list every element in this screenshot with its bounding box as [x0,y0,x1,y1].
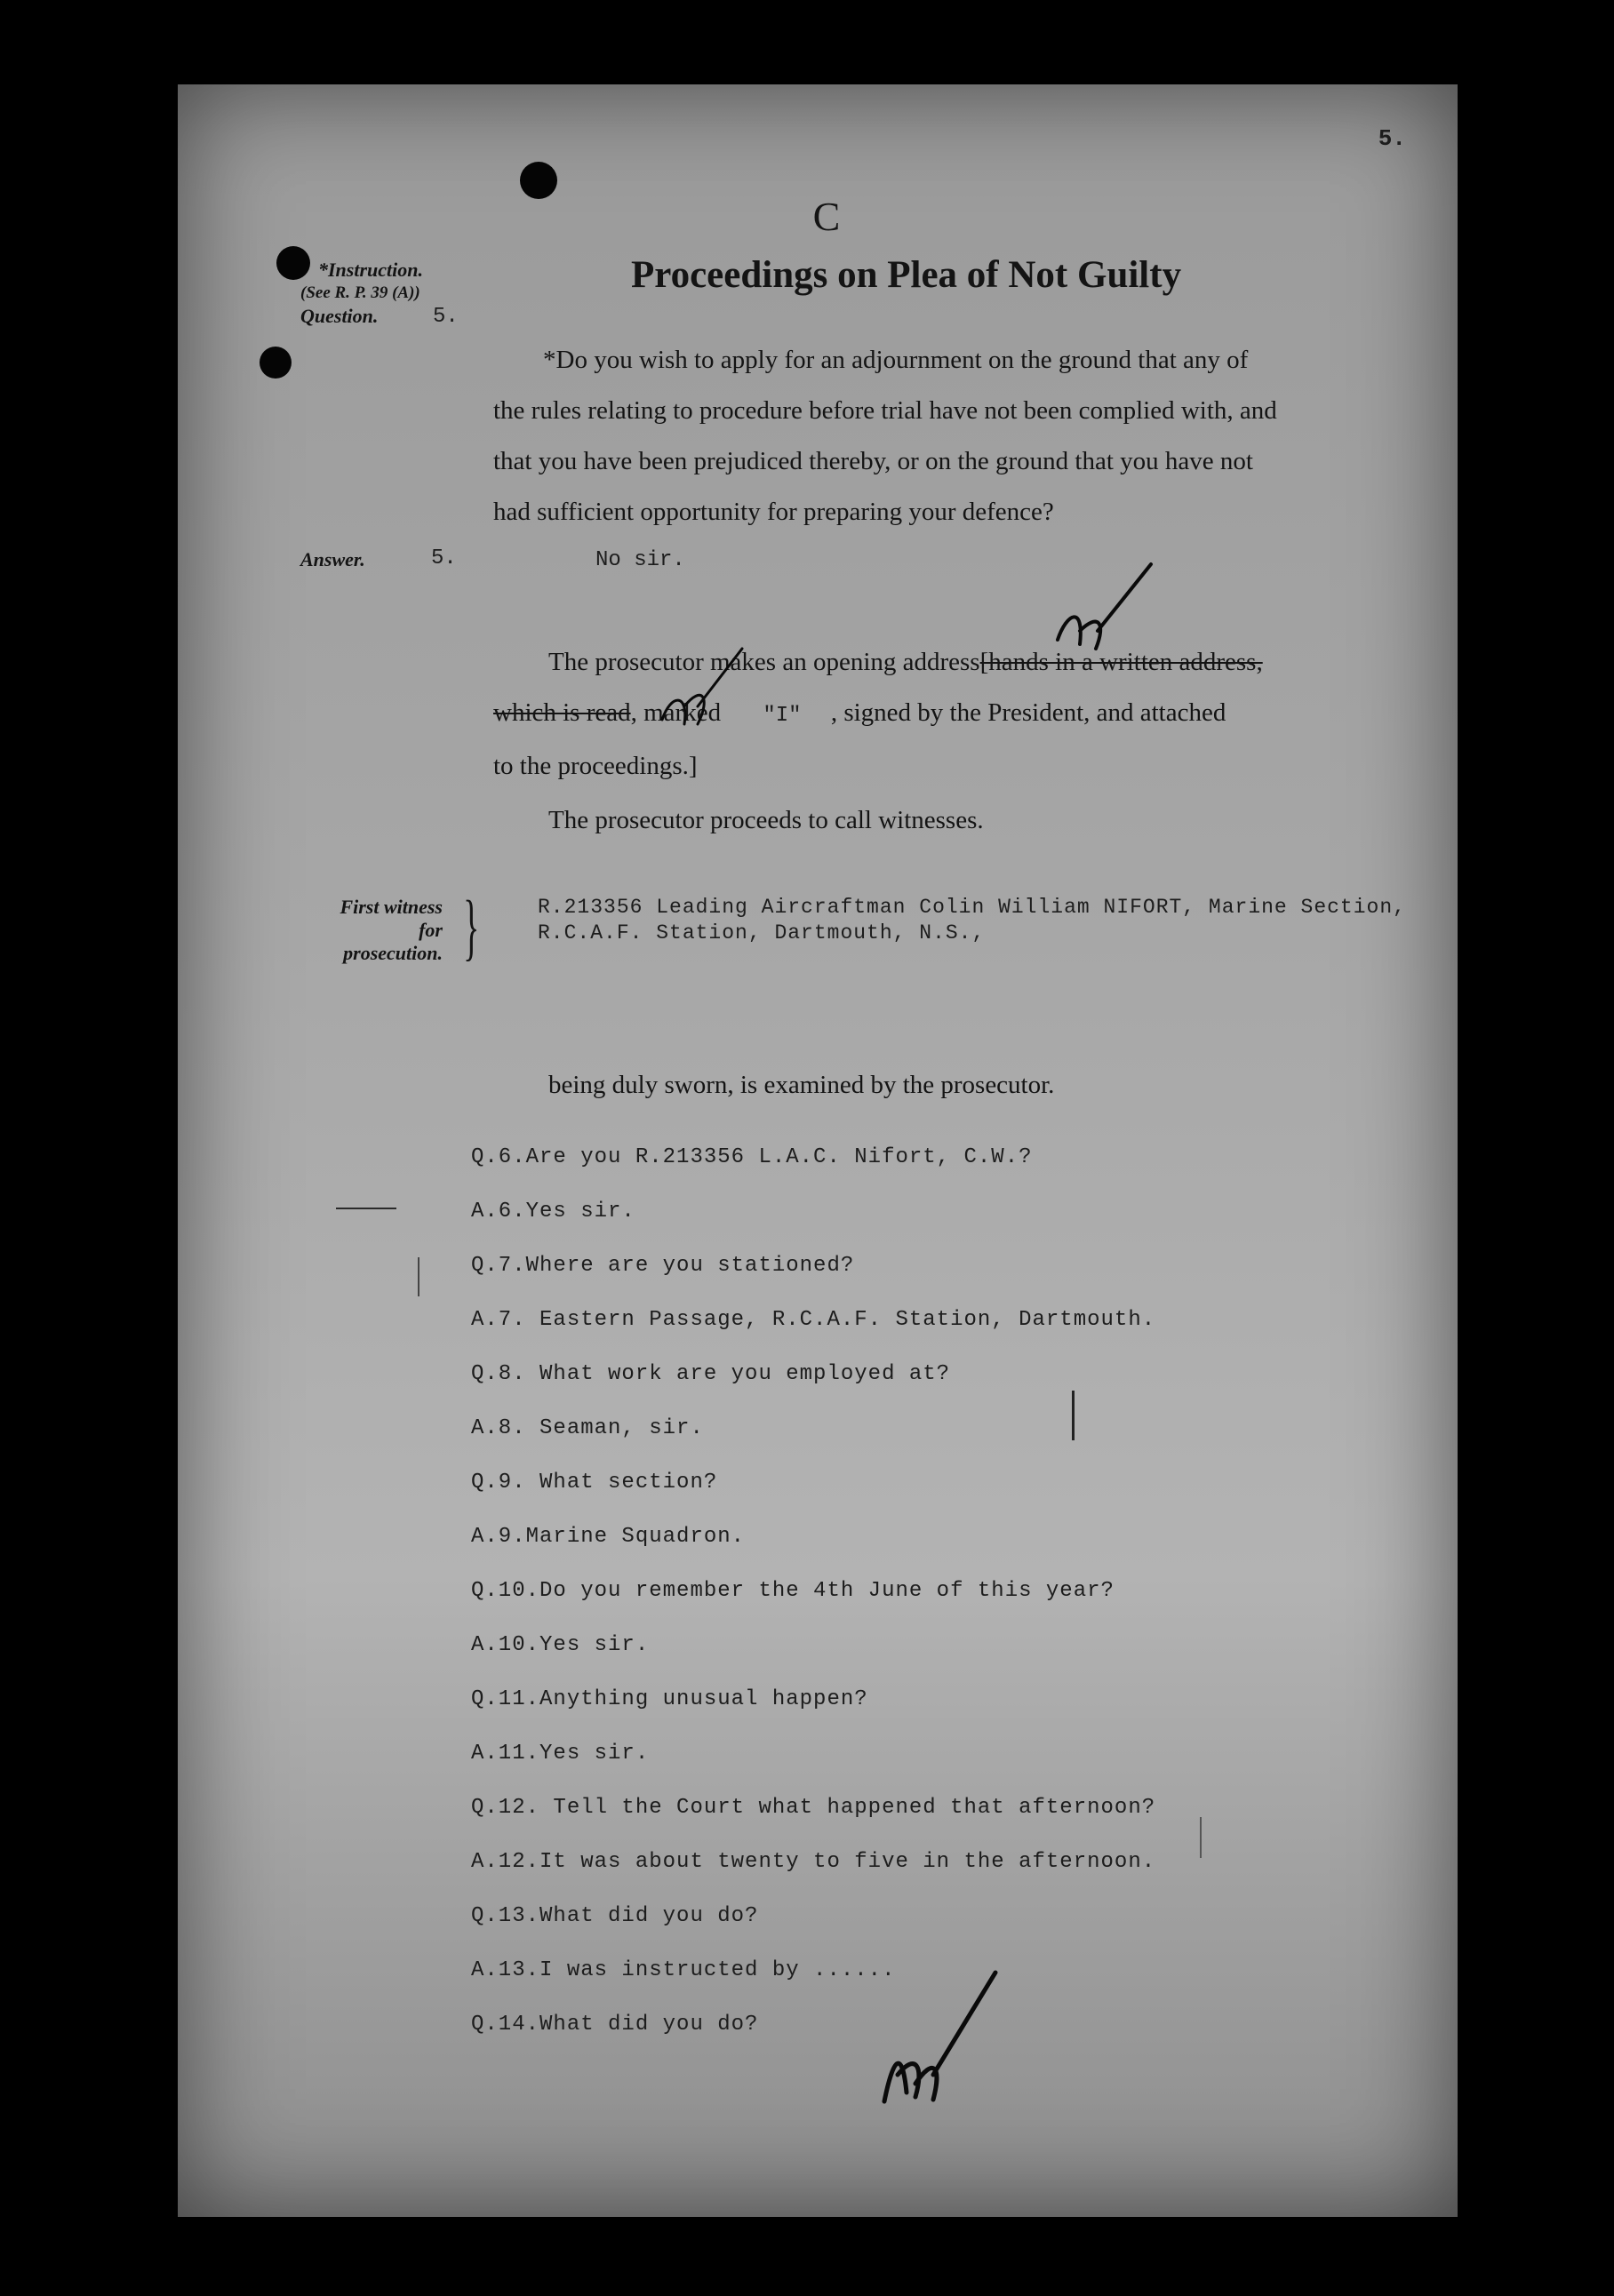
rule-reference: (See R. P. 39 (A)) [300,283,420,302]
opening-text: , signed by the President, and attached [830,698,1226,727]
answer-text: No sir. [595,548,685,572]
document-page [178,84,1458,2217]
initials-mark [653,644,751,733]
page-number: 5. [1378,125,1406,152]
opening-text: The prosecutor makes an opening address [548,648,980,676]
qa-line: Q.8. What work are you employed at? [471,1362,951,1386]
section-letter: C [812,194,841,239]
question-text [493,335,1426,538]
qa-line: Q.6.Are you R.213356 L.A.C. Nifort, C.W.? [471,1145,1033,1169]
qa-line: Q.11.Anything unusual happen? [471,1687,868,1711]
witness-note-line: prosecution. [343,942,443,964]
qa-line: A.8. Seaman, sir. [471,1416,704,1440]
qa-line: A.10.Yes sir. [471,1633,650,1657]
initials-mark [1044,560,1160,671]
qa-line: Q.12. Tell the Court what happened that afternoon? [471,1796,1156,1820]
page-title: Proceedings on Plea of Not Guilty [631,254,1182,296]
opening-text: to the proceedings.] [493,752,698,780]
punch-hole-left-2 [260,347,292,379]
struck-text: which is read [493,698,631,727]
qa-line: Q.10.Do you remember the 4th June of this year? [471,1579,1115,1603]
witness-line: R.213356 Leading Aircraftman Colin William NIFORT, Marine Section, [538,896,1406,919]
question-line: that you have been prejudiced thereby, or on the ground that you have not [493,447,1253,475]
margin-dash [336,1208,396,1209]
witness-note-line: First witness [340,896,443,918]
qa-line: A.9.Marine Squadron. [471,1525,746,1549]
sworn-text: being duly sworn, is examined by the prosecutor. [548,1071,1055,1099]
qa-line: Q.7.Where are you stationed? [471,1254,855,1278]
witness-details [538,895,1406,946]
scratch-mark [1200,1817,1202,1858]
qa-line: A.12.It was about twenty to five in the afternoon. [471,1850,1156,1874]
struck-text: [hands in a written address, [979,648,1263,676]
qa-line: A.7. Eastern Passage, R.C.A.F. Station, Dartmouth. [471,1308,1156,1332]
scratch-mark [418,1257,419,1296]
examination [471,1130,1155,2052]
qa-line: Q.13.What did you do? [471,1904,759,1928]
qa-line: Q.14.What did you do? [471,2013,759,2037]
question-line: *Do you wish to apply for an adjournment on the ground that any of [543,346,1249,374]
answer-number: 5. [431,546,457,570]
witness-line: R.C.A.F. Station, Dartmouth, N.S., [538,921,986,945]
qa-line: A.6.Yes sir. [471,1200,635,1224]
witness-note-line: for [419,919,443,941]
opening-address [493,637,1426,792]
brace: } [463,886,480,969]
qa-line: A.13.I was instructed by ...... [471,1958,896,1982]
question-line: the rules relating to procedure before trial have not been complied with, and [493,396,1277,425]
opening-text: , marked [630,698,722,727]
punch-hole-left-1 [276,246,310,280]
proceeds-text: The prosecutor proceeds to call witnesses. [548,806,984,834]
qa-line: Q.9. What section? [471,1471,718,1495]
instruction-label: *Instruction. [318,259,423,281]
witness-margin-note [292,896,443,965]
exhibit-mark: "I" [763,704,802,728]
question-label: Question. [300,305,379,327]
scratch-mark [1072,1391,1075,1440]
question-line: had sufficient opportunity for preparing your defence? [493,498,1054,526]
question-number: 5. [433,305,459,329]
initials-mark [871,1968,1004,2110]
qa-line: A.11.Yes sir. [471,1742,650,1766]
answer-label: Answer. [300,548,365,570]
